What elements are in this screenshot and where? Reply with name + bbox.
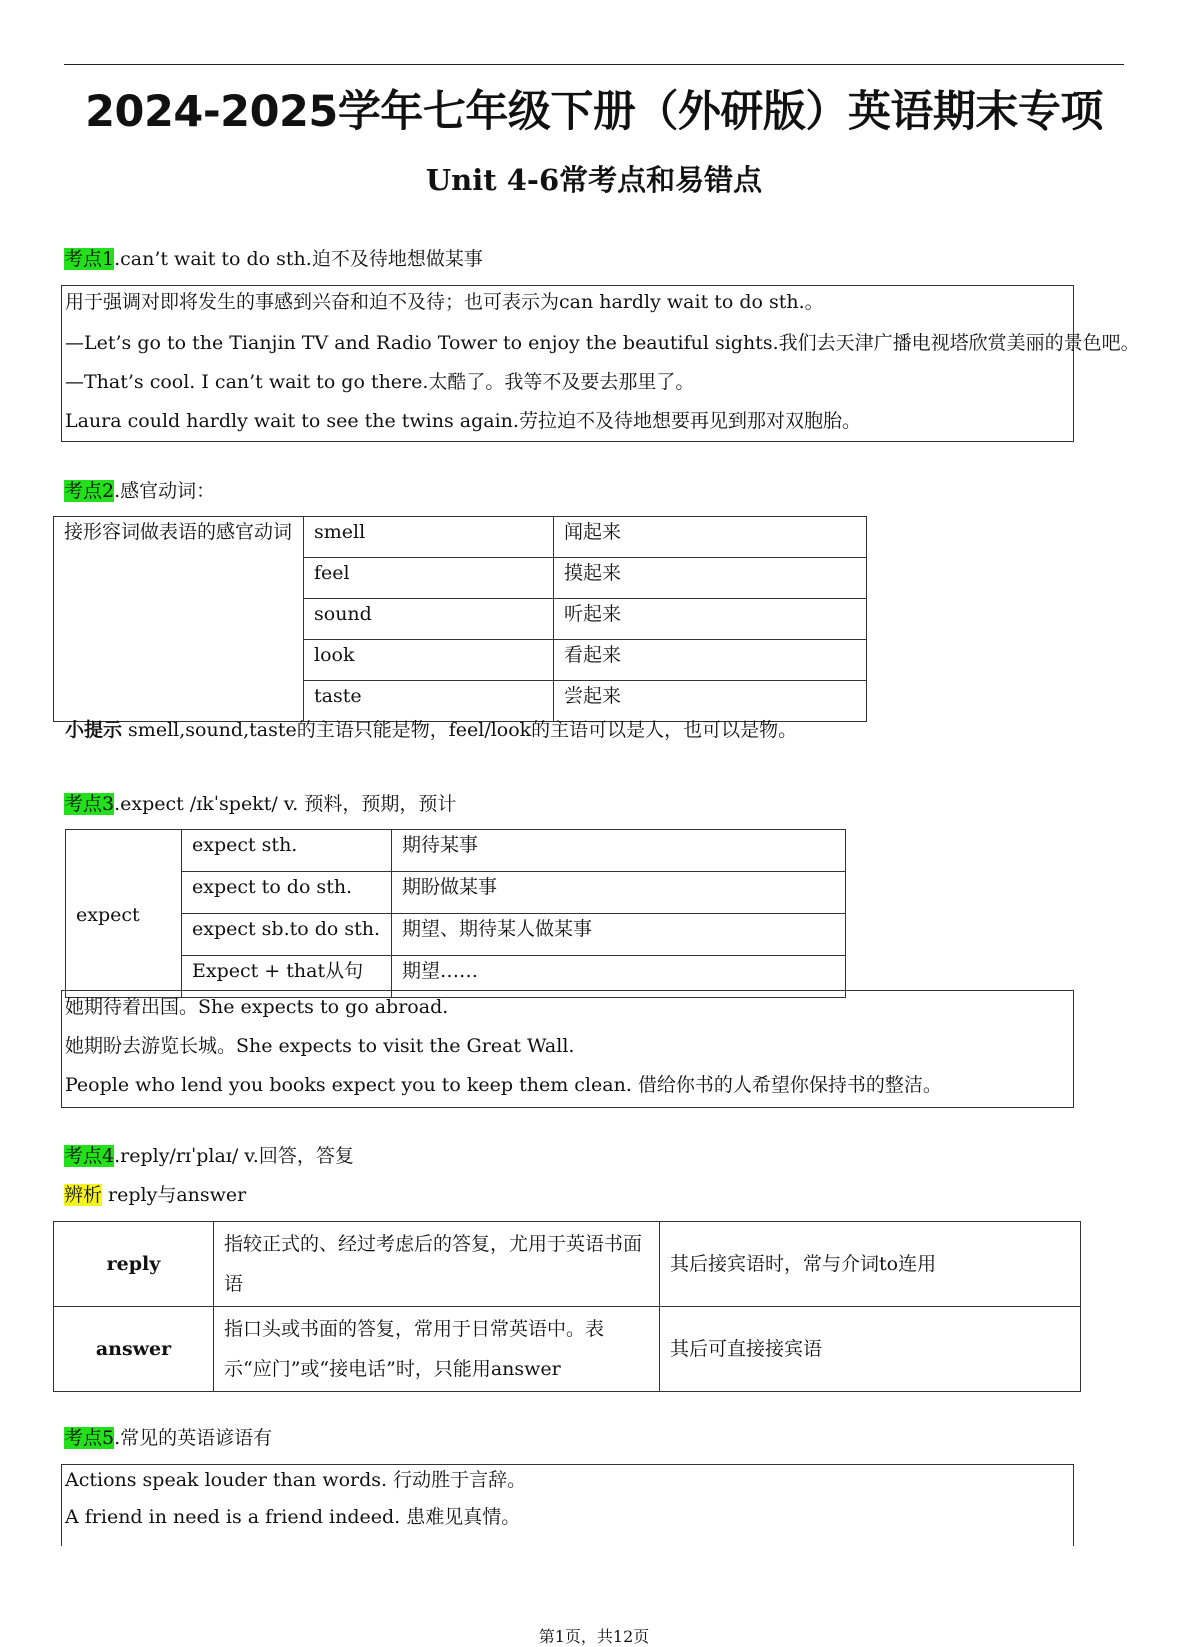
page-subtitle: Unit 4-6常考点和易错点 [425, 163, 763, 197]
proverb-line: Actions speak louder than words. 行动胜于言辞。 [65, 1469, 527, 1491]
meaning-cell: 尝起来 [554, 681, 867, 722]
analysis-tag: 辨析 [64, 1184, 103, 1206]
point-1-line: —Let’s go to the Tianjin TV and Radio Tower to enjoy the beautiful sights.我们去天津广播电视塔欣赏美丽的景色吧。 [65, 332, 1140, 354]
meaning-cell: 期待某事 [392, 830, 846, 872]
point-2-heading [64, 478, 215, 504]
category-cell: 接形容词做表语的感官动词 [54, 517, 304, 722]
point-5-tag: 考点5 [64, 1427, 115, 1449]
top-rule [64, 64, 1124, 65]
point-5-title: .常见的英语谚语有 [114, 1427, 273, 1449]
point-5-heading [64, 1425, 272, 1451]
point-4-subheading [64, 1182, 246, 1208]
word-cell: smell [304, 517, 554, 558]
word-cell: feel [304, 558, 554, 599]
meaning-cell: 摸起来 [554, 558, 867, 599]
point-1-heading [64, 246, 483, 272]
sense-verb-table [53, 516, 867, 722]
point-3-box [61, 990, 1074, 1108]
point-3-title: .expect /ɪkˈspekt/ v. 预料，预期，预计 [114, 793, 457, 815]
meaning-cell: 闻起来 [554, 517, 867, 558]
word-cell: reply [54, 1222, 214, 1307]
word-cell: sound [304, 599, 554, 640]
point-3-heading [64, 791, 456, 817]
meaning-cell: 听起来 [554, 599, 867, 640]
reply-answer-table [53, 1221, 1081, 1392]
point-2-tag: 考点2 [64, 480, 115, 502]
expect-table [65, 829, 846, 998]
point-3-line: 她期待着出国。She expects to go abroad. [65, 996, 449, 1018]
point-1-line: 用于强调对即将发生的事感到兴奋和迫不及待；也可表示为can hardly wait to do sth.。 [65, 291, 824, 313]
meaning-cell: 期盼做某事 [392, 872, 846, 914]
usage-cell: Expect + that从句 [182, 956, 392, 998]
page-title: 2024-2025学年七年级下册（外研版）英语期末专项 [85, 87, 1103, 137]
table-row [54, 1307, 1081, 1392]
point-1-box [61, 285, 1140, 442]
table-row [66, 830, 846, 872]
desc-cell: 指较正式的、经过考虑后的答复，尤用于英语书面语 [214, 1222, 660, 1307]
point-1-line: Laura could hardly wait to see the twins again.劳拉迫不及待地想要再见到那对双胞胎。 [65, 410, 861, 432]
meaning-cell: 期望…… [392, 956, 846, 998]
point-2-tip [65, 717, 797, 743]
table-row [66, 872, 846, 914]
point-1-title: .can’t wait to do sth.迫不及待地想做某事 [114, 248, 483, 270]
point-1-tag: 考点1 [64, 248, 115, 270]
tip-text: smell,sound,taste的主语只能是物，feel/look的主语可以是人，也可以是物。 [122, 719, 798, 741]
note-cell: 其后接宾语时，常与介词to连用 [660, 1222, 1081, 1307]
table-row [54, 1222, 1081, 1307]
point-3-line: 她期盼去游览长城。She expects to visit the Great Wall. [65, 1035, 575, 1057]
point-4-heading [64, 1143, 354, 1169]
usage-cell: expect to do sth. [182, 872, 392, 914]
meaning-cell: 期望、期待某人做某事 [392, 914, 846, 956]
point-3-line: People who lend you books expect you to keep them clean. 借给你书的人希望你保持书的整洁。 [65, 1074, 942, 1096]
word-cell: answer [54, 1307, 214, 1392]
proverb-line: A friend in need is a friend indeed. 患难见真情。 [65, 1506, 521, 1528]
usage-cell: expect sb.to do sth. [182, 914, 392, 956]
word-cell: look [304, 640, 554, 681]
expect-head-cell: expect [66, 830, 182, 998]
point-4-title: .reply/rɪˈplaɪ/ v.回答，答复 [114, 1145, 354, 1167]
note-cell: 其后可直接接宾语 [660, 1307, 1081, 1392]
page-number: 第1页，共12页 [538, 1627, 650, 1646]
point-4-tag: 考点4 [64, 1145, 115, 1167]
analysis-title: reply与answer [102, 1184, 247, 1206]
point-3-tag: 考点3 [64, 793, 115, 815]
point-5-box [61, 1464, 1074, 1546]
table-row [54, 517, 867, 558]
point-2-title: .感官动词： [114, 480, 216, 502]
point-1-line: —That’s cool. I can’t wait to go there.太酷了。我等不及要去那里了。 [65, 371, 695, 393]
usage-cell: expect sth. [182, 830, 392, 872]
meaning-cell: 看起来 [554, 640, 867, 681]
desc-cell: 指口头或书面的答复，常用于日常英语中。表示“应门”或“接电话”时，只能用answer [214, 1307, 660, 1392]
word-cell: taste [304, 681, 554, 722]
tip-label: 小提示 [65, 719, 123, 741]
table-row [66, 914, 846, 956]
